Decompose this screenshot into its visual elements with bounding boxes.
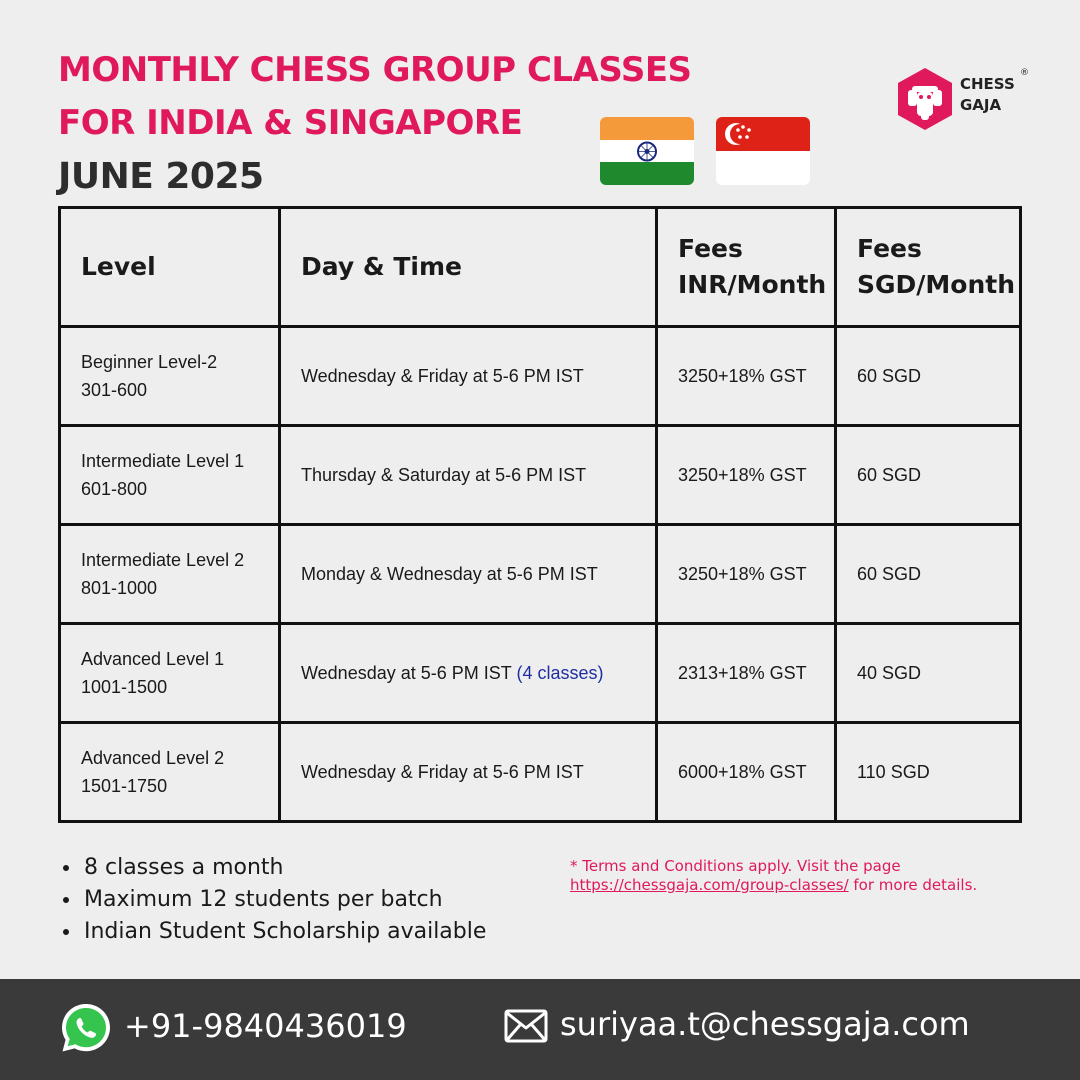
level-cell xyxy=(60,327,280,426)
schedule-cell xyxy=(280,723,657,822)
email-address[interactable]: suriyaa.t@chessgaja.com xyxy=(560,1005,970,1043)
chessgaja-logo xyxy=(895,66,1035,132)
contact-footer xyxy=(0,979,1080,1080)
schedule-note: (4 classes) xyxy=(516,663,604,683)
fee-sgd-cell: 60 SGD xyxy=(836,327,1021,426)
table-row xyxy=(60,723,1021,822)
fee-sgd-cell: 40 SGD xyxy=(836,624,1021,723)
logo-text-gaja: GAJA xyxy=(960,96,1002,114)
fee-sgd-cell: 60 SGD xyxy=(836,525,1021,624)
schedule-text: Thursday & Saturday at 5-6 PM IST xyxy=(301,465,587,485)
rating-range: 601-800 xyxy=(81,479,148,499)
title-line-2: FOR INDIA & SINGAPORE xyxy=(58,103,523,143)
schedule-text: Monday & Wednesday at 5-6 PM IST xyxy=(301,564,598,584)
schedule-text: Wednesday & Friday at 5-6 PM IST xyxy=(301,366,584,386)
mail-icon[interactable] xyxy=(504,1009,548,1043)
header-fees-inr-line1: Fees xyxy=(678,234,743,263)
level-cell xyxy=(60,426,280,525)
fee-inr-cell: 3250+18% GST xyxy=(657,327,836,426)
terms-text: * Terms and Conditions apply. Visit the page xyxy=(570,857,901,875)
phone-number[interactable]: +91-9840436019 xyxy=(124,1007,407,1045)
level-name: Advanced Level 2 xyxy=(81,748,225,768)
schedule-text: Wednesday at 5-6 PM IST xyxy=(301,663,512,683)
rating-range: 801-1000 xyxy=(81,578,158,598)
notes-list xyxy=(58,852,486,948)
rating-range: 301-600 xyxy=(81,380,148,400)
singapore-flag-icon xyxy=(716,117,810,185)
level-name: Intermediate Level 1 xyxy=(81,451,245,471)
header-day-time: Day & Time xyxy=(280,208,657,327)
table-row xyxy=(60,624,1021,723)
schedule-cell xyxy=(280,426,657,525)
fee-inr-cell: 2313+18% GST xyxy=(657,624,836,723)
schedule-table xyxy=(58,206,1022,823)
terms-suffix: for more details. xyxy=(848,876,978,894)
logo-text-chess: CHESS xyxy=(960,75,1015,93)
group-classes-link[interactable]: https://chessgaja.com/group-classes/ xyxy=(570,876,849,894)
terms-note xyxy=(570,857,1050,895)
table-row xyxy=(60,525,1021,624)
level-cell xyxy=(60,624,280,723)
schedule-cell xyxy=(280,624,657,723)
whatsapp-icon[interactable] xyxy=(58,1000,114,1056)
list-item: • 8 classes a month xyxy=(82,852,486,884)
level-name: Intermediate Level 2 xyxy=(81,550,245,570)
registered-mark: ® xyxy=(1020,68,1029,78)
level-cell xyxy=(60,723,280,822)
header-level: Level xyxy=(60,208,280,327)
header-fees-inr xyxy=(657,208,836,327)
fee-inr-cell: 3250+18% GST xyxy=(657,426,836,525)
level-name: Beginner Level-2 xyxy=(81,352,218,372)
table-row xyxy=(60,327,1021,426)
schedule-cell xyxy=(280,327,657,426)
rating-range: 1001-1500 xyxy=(81,677,168,697)
header-fees-sgd-line2: SGD/Month xyxy=(857,270,1016,299)
india-flag-icon xyxy=(600,117,694,185)
fee-inr-cell: 6000+18% GST xyxy=(657,723,836,822)
header-fees-inr-line2: INR/Month xyxy=(678,270,827,299)
table-header-row xyxy=(60,208,1021,327)
fee-inr-cell: 3250+18% GST xyxy=(657,525,836,624)
level-name: Advanced Level 1 xyxy=(81,649,225,669)
list-item: • Maximum 12 students per batch xyxy=(82,884,486,916)
table-row xyxy=(60,426,1021,525)
schedule-text: Wednesday & Friday at 5-6 PM IST xyxy=(301,762,584,782)
elephant-logo-icon xyxy=(895,66,955,132)
title-line-1: MONTHLY CHESS GROUP CLASSES xyxy=(58,50,692,90)
fee-sgd-cell: 60 SGD xyxy=(836,426,1021,525)
rating-range: 1501-1750 xyxy=(81,776,168,796)
header-fees-sgd-line1: Fees xyxy=(857,234,922,263)
schedule-cell xyxy=(280,525,657,624)
month-heading: JUNE 2025 xyxy=(58,156,264,197)
level-cell xyxy=(60,525,280,624)
list-item: • Indian Student Scholarship available xyxy=(82,916,486,948)
fee-sgd-cell: 110 SGD xyxy=(836,723,1021,822)
header-fees-sgd xyxy=(836,208,1021,327)
